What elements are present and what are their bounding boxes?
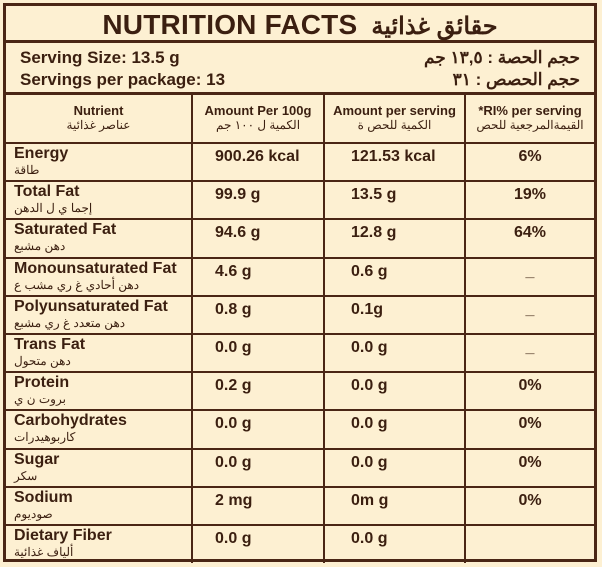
table-row	[6, 219, 594, 257]
amount-per-100g: 0.0 g	[192, 449, 324, 487]
nutrient-name: Trans Fat دهن متحول	[6, 334, 192, 372]
nutrient-name: Saturated Fat دهن مشبع	[6, 219, 192, 257]
serving-size-en: Serving Size: 13.5 g	[20, 48, 180, 67]
table-row	[6, 449, 594, 487]
ri-percent: _	[465, 296, 594, 334]
amount-per-100g: 900.26 kcal	[192, 143, 324, 181]
ri-percent: 6%	[465, 143, 594, 181]
ri-percent: 0%	[465, 487, 594, 525]
table-row	[6, 334, 594, 372]
nutrient-name: Sugar سكر	[6, 449, 192, 487]
amount-per-serving: 0.0 g	[324, 334, 465, 372]
title-en: NUTRITION FACTS	[102, 9, 358, 40]
amount-per-100g: 0.0 g	[192, 410, 324, 448]
table-row	[6, 296, 594, 334]
amount-per-100g: 99.9 g	[192, 181, 324, 219]
amount-per-serving: 12.8 g	[324, 219, 465, 257]
ri-percent: _	[465, 258, 594, 296]
amount-per-100g: 94.6 g	[192, 219, 324, 257]
nutrient-name: Monounsaturated Fat دهن أحادي غ ري مشب ع	[6, 258, 192, 296]
nutrition-table	[6, 95, 594, 563]
table-row	[6, 410, 594, 448]
page-title	[6, 6, 594, 43]
serving-size-row	[6, 46, 594, 70]
amount-per-100g: 2 mg	[192, 487, 324, 525]
amount-per-100g: 0.0 g	[192, 334, 324, 372]
table-row	[6, 258, 594, 296]
nutrient-name: Dietary Fiber ألياف غذائية	[6, 525, 192, 563]
header-ri: *RI% per serving القيمةالمرجعية للحص	[465, 95, 594, 143]
ri-percent: 19%	[465, 181, 594, 219]
header-per-100g: Amount Per 100g الكمية ل ١٠٠ جم	[192, 95, 324, 143]
amount-per-serving: 0.1g	[324, 296, 465, 334]
table-row	[6, 372, 594, 410]
ri-percent: 0%	[465, 372, 594, 410]
amount-per-100g: 4.6 g	[192, 258, 324, 296]
header-per-serving: Amount per serving الكمية للحص ة	[324, 95, 465, 143]
amount-per-100g: 0.8 g	[192, 296, 324, 334]
amount-per-serving: 0m g	[324, 487, 465, 525]
amount-per-serving: 0.0 g	[324, 410, 465, 448]
header-nutrient: Nutrient عناصر غذائية	[6, 95, 192, 143]
ri-percent: 0%	[465, 410, 594, 448]
amount-per-serving: 0.6 g	[324, 258, 465, 296]
serving-size-ar: حجم الحصة : ١٣,٥ جم	[423, 48, 580, 67]
nutrient-name: Total Fat إجما ي ل الدهن	[6, 181, 192, 219]
amount-per-serving: 121.53 kcal	[324, 143, 465, 181]
table-header-row	[6, 95, 594, 143]
table-row	[6, 487, 594, 525]
servings-per-package-row	[6, 68, 594, 92]
nutrition-facts-panel	[3, 3, 597, 562]
amount-per-100g: 0.0 g	[192, 525, 324, 563]
nutrient-name: Energy طاقة	[6, 143, 192, 181]
amount-per-serving: 0.0 g	[324, 372, 465, 410]
serving-info	[6, 43, 594, 95]
nutrient-name: Sodium صوديوم	[6, 487, 192, 525]
nutrient-name: Polyunsaturated Fat دهن متعدد غ ري مشبع	[6, 296, 192, 334]
amount-per-serving: 13.5 g	[324, 181, 465, 219]
nutrient-name: Protein بروت ن ي	[6, 372, 192, 410]
amount-per-serving: 0.0 g	[324, 525, 465, 563]
table-row	[6, 525, 594, 563]
table-row	[6, 181, 594, 219]
amount-per-serving: 0.0 g	[324, 449, 465, 487]
nutrient-name: Carbohydrates كاربوهيدرات	[6, 410, 192, 448]
servings-per-package-en: Servings per package: 13	[20, 70, 226, 89]
ri-percent: _	[465, 334, 594, 372]
ri-percent: 64%	[465, 219, 594, 257]
servings-per-package-ar: حجم الحصص : ٣١	[452, 70, 580, 89]
amount-per-100g: 0.2 g	[192, 372, 324, 410]
ri-percent: 0%	[465, 449, 594, 487]
title-ar: حقائق غذائية	[371, 13, 498, 40]
ri-percent	[465, 525, 594, 563]
table-row	[6, 143, 594, 181]
